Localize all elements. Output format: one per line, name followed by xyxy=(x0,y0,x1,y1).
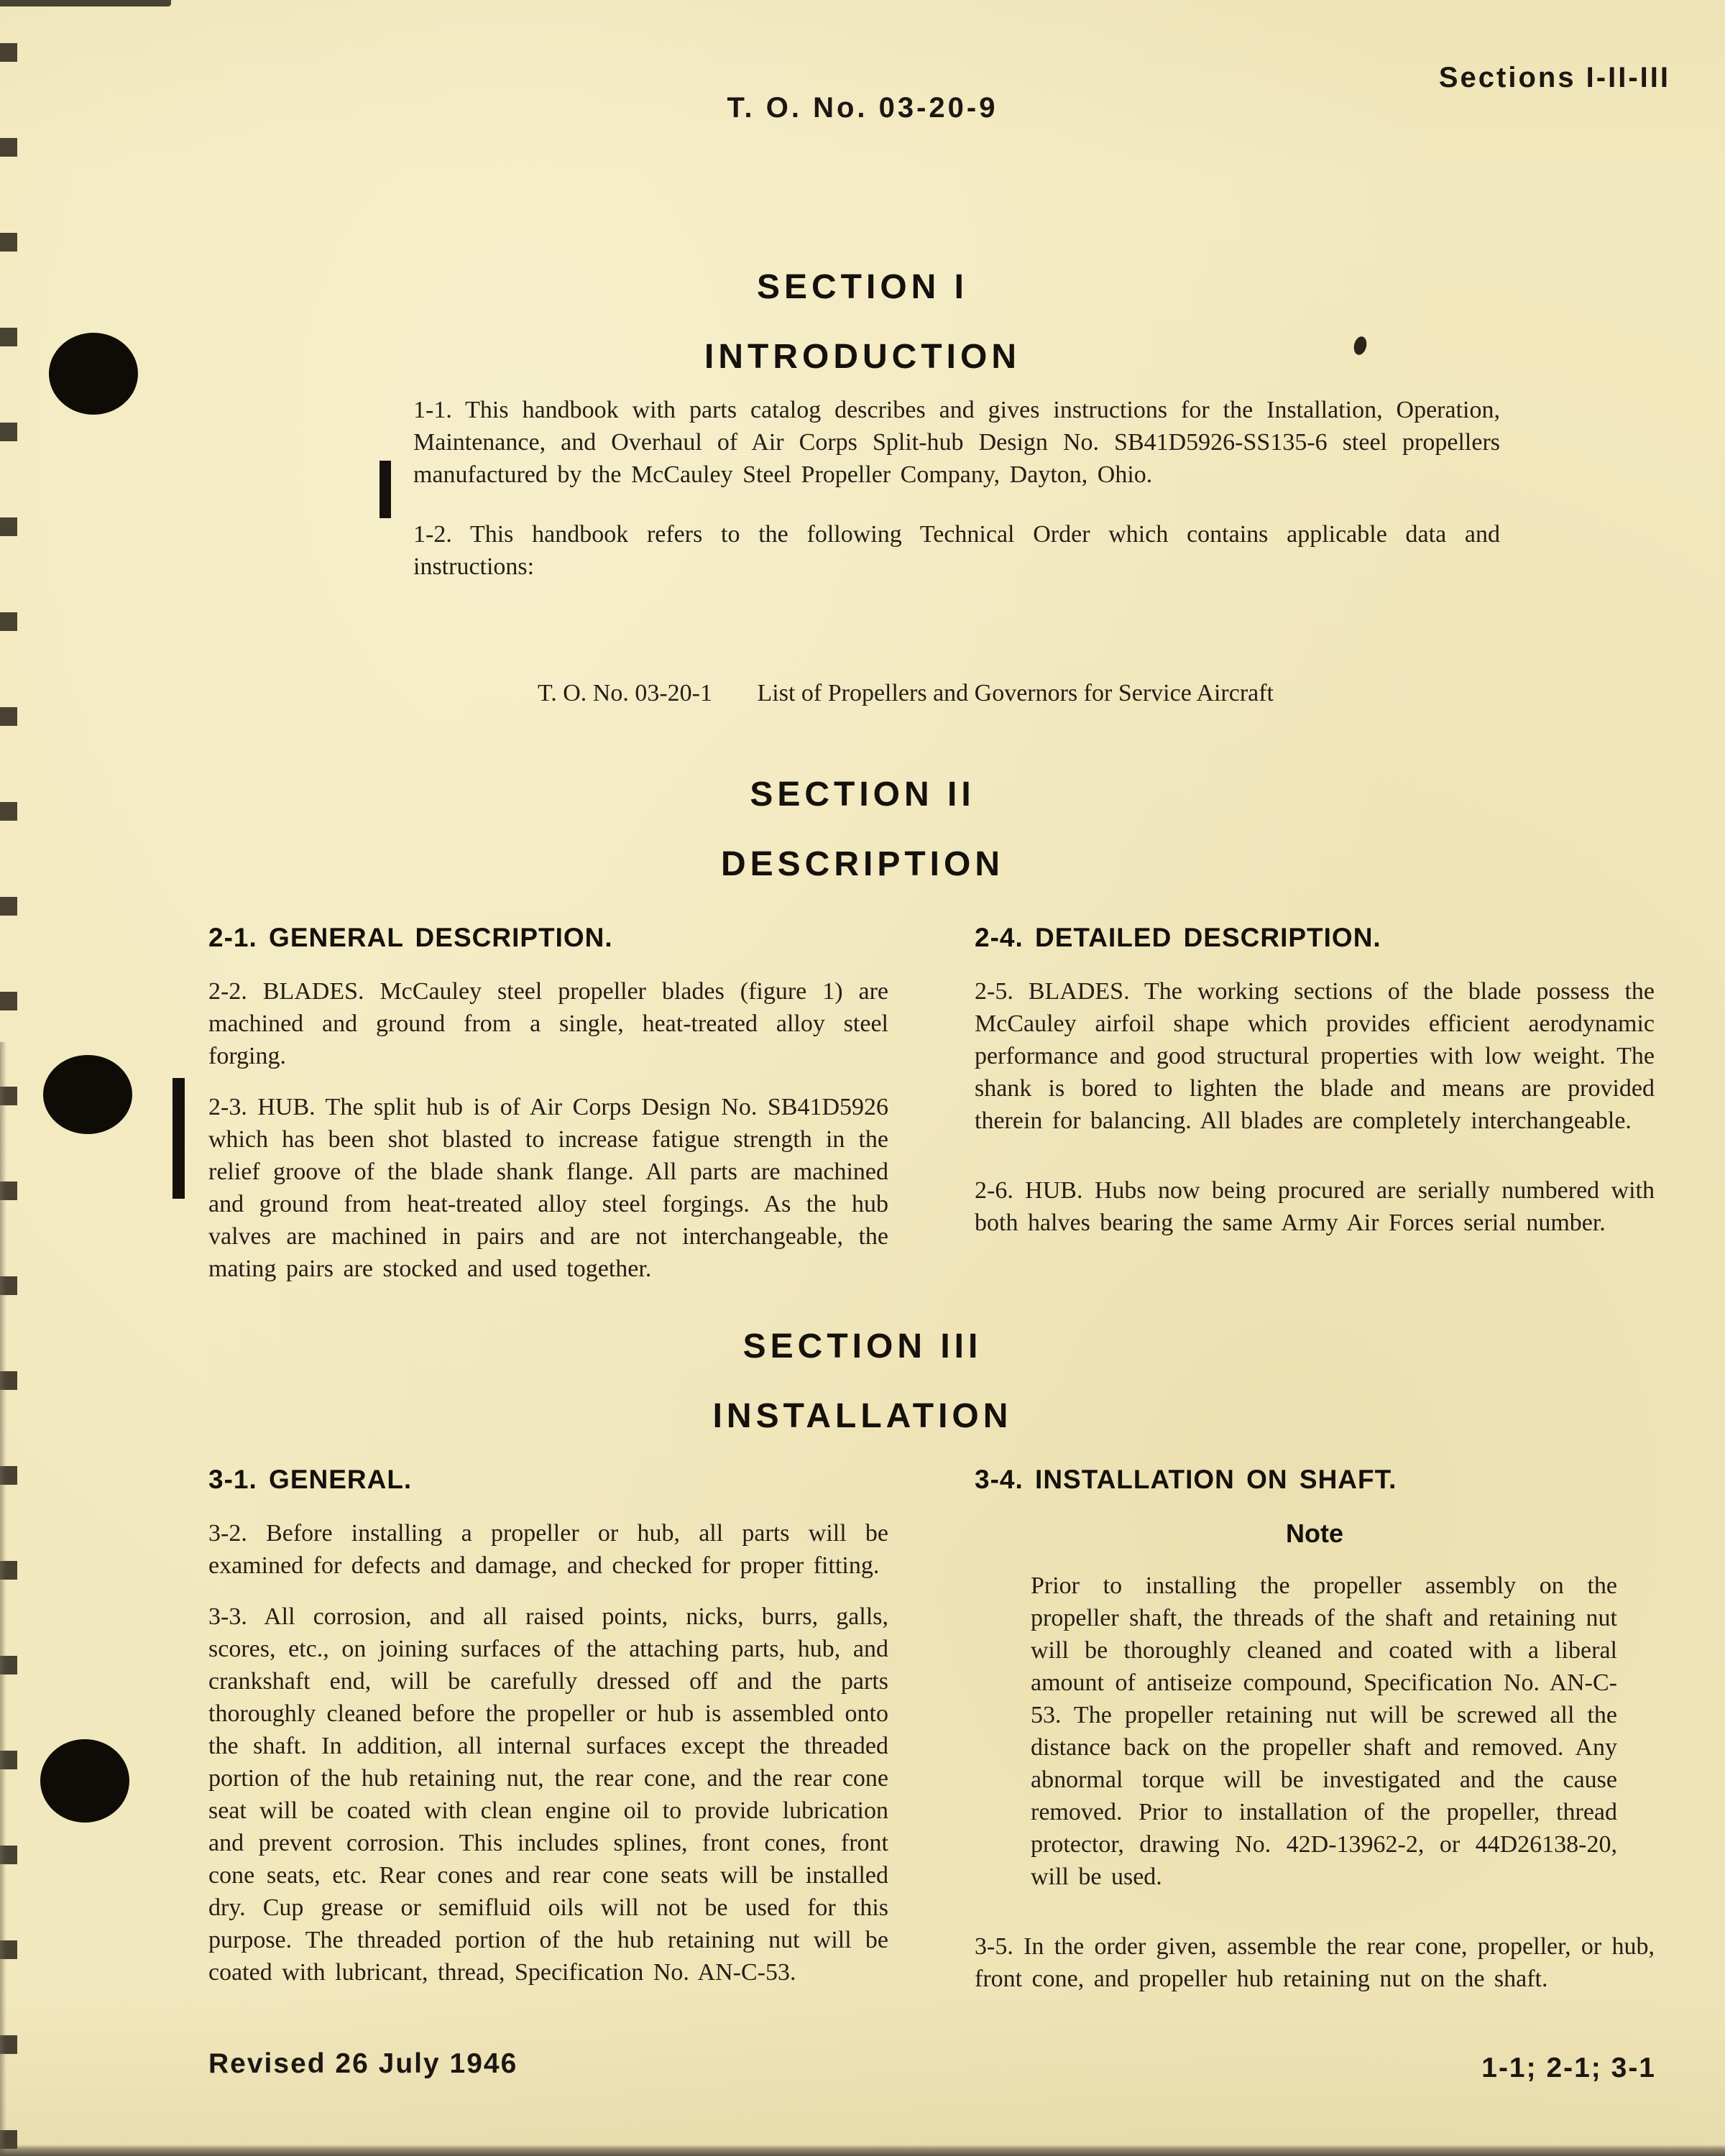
section1-heading xyxy=(0,267,1725,377)
section2-left-column xyxy=(208,921,888,1304)
paragraph-2-3: 2-3. HUB. The split hub is of Air Corps Design No. SB41D5926 which has been shot blasted to increase fatigue strength in the relief groove of the blade shank flange. All parts are machined and ground from heat-treated alloy steel forgings. As the hub valves are machined in pairs and are not interchangeable, the mating pairs are stocked and used together. xyxy=(208,1094,888,1282)
left-page-edge-shadow xyxy=(0,1042,6,2156)
section3-title: SECTION III xyxy=(742,1327,983,1365)
note-label: Note xyxy=(1286,1519,1343,1548)
paragraph-2-5: 2-5. BLADES. The working sections of the blade possess the McCauley airfoil shape which provides efficient aerodynamic performance and good structural properties with low weight. The shank is bored to lighten the blade and means are provided therein for balancing. All blades are completely interchangeable. xyxy=(975,978,1655,1134)
to-ref-number: T. O. No. 03-20-1 xyxy=(538,680,712,706)
section1-subtitle: INTRODUCTION xyxy=(704,338,1021,376)
paragraph-3-2: 3-2. Before installing a propeller or hub, all parts will be examined for defects and damage, and checked for proper fitting. xyxy=(208,1520,888,1579)
heading-2-1: 2-1. GENERAL DESCRIPTION. xyxy=(208,923,613,952)
header-to-number: T. O. No. 03-20-9 xyxy=(727,92,998,124)
header-sections-ref: Sections I-II-III xyxy=(1438,62,1670,93)
top-edge-scan-mark xyxy=(0,0,171,6)
section1-title: SECTION I xyxy=(756,268,969,306)
revision-change-bar xyxy=(172,1078,185,1199)
section2-right-column xyxy=(975,921,1655,1304)
note-paragraph: Prior to installing the propeller assembly on the propeller shaft, the threads of the shaft and retaining nut will be thoroughly cleaned and coated with a liberal amount of antiseize compound, Specification No. AN-C-53. The propeller retaining nut will be screwed all the distance back on the propeller shaft and removed. Any abnormal torque will be investigated and the cause removed. Prior to installation of the propeller, thread protector, drawing No. 42D-13962-2, or 44D26138-20, will be used. xyxy=(1031,1572,1617,1890)
paragraph-2-6: 2-6. HUB. Hubs now being procured are serially numbered with both halves bearing the same Army Air Forces serial number. xyxy=(975,1177,1655,1236)
bottom-page-edge-shadow xyxy=(0,2145,1725,2156)
section3-columns xyxy=(208,1463,1655,2014)
punch-hole xyxy=(43,1055,132,1134)
heading-2-4: 2-4. DETAILED DESCRIPTION. xyxy=(975,923,1381,952)
footer-page-numbers: 1-1; 2-1; 3-1 xyxy=(1481,2053,1656,2083)
section2-heading xyxy=(0,775,1725,884)
section3-subtitle: INSTALLATION xyxy=(712,1397,1013,1435)
punch-hole xyxy=(40,1739,129,1823)
heading-3-1: 3-1. GENERAL. xyxy=(208,1465,413,1494)
revision-change-bar xyxy=(380,461,391,518)
section2-title: SECTION II xyxy=(750,775,975,814)
section2-subtitle: DESCRIPTION xyxy=(720,845,1005,883)
section1-body xyxy=(413,394,1500,583)
technical-order-reference xyxy=(538,680,1274,707)
paragraph-1-2: 1-2. This handbook refers to the following Technical Order which contains applicable data and instructions: xyxy=(413,521,1500,580)
paragraph-2-2: 2-2. BLADES. McCauley steel propeller blades (figure 1) are machined and ground from a single, heat-treated alloy steel forging. xyxy=(208,978,888,1069)
section2-columns xyxy=(208,921,1655,1304)
paragraph-1-1: 1-1. This handbook with parts catalog describes and gives instructions for the Installation, Operation, Maintenance, and Overhaul of Air Corps Split-hub Design No. SB41D5926-SS135-6 steel propellers manufactured by the McCauley Steel Propeller Company, Dayton, Ohio. xyxy=(413,397,1500,488)
paragraph-3-5: 3-5. In the order given, assemble the rear cone, propeller, or hub, front cone, and propeller hub retaining nut on the shaft. xyxy=(975,1933,1655,1992)
section3-heading xyxy=(0,1327,1725,1436)
paragraph-3-3: 3-3. All corrosion, and all raised points, nicks, burrs, galls, scores, etc., on joining surfaces of the attaching parts, hub, and crankshaft end, will be carefully dressed off and the parts thoroughly cleaned before the propeller or hub is assembled onto the shaft. In addition, all internal surfaces except the threaded portion of the hub retaining nut, the rear cone, and the rear cone seat will be coated with clean engine oil to provide lubrication and prevent corrosion. This includes splines, front cones, front cone seats, etc. Rear cones and rear cone seats will be installed dry. Cup grease or semifluid oils will not be used for this purpose. The threaded portion of the hub retaining nut will be coated with lubricant, thread, Specification No. AN-C-53. xyxy=(208,1603,888,1986)
heading-3-4: 3-4. INSTALLATION ON SHAFT. xyxy=(975,1465,1397,1494)
footer-revision-date: Revised 26 July 1946 xyxy=(208,2048,518,2079)
section3-left-column xyxy=(208,1463,888,2014)
to-ref-title: List of Propellers and Governors for Service Aircraft xyxy=(757,680,1274,706)
section3-right-column xyxy=(975,1463,1655,2014)
